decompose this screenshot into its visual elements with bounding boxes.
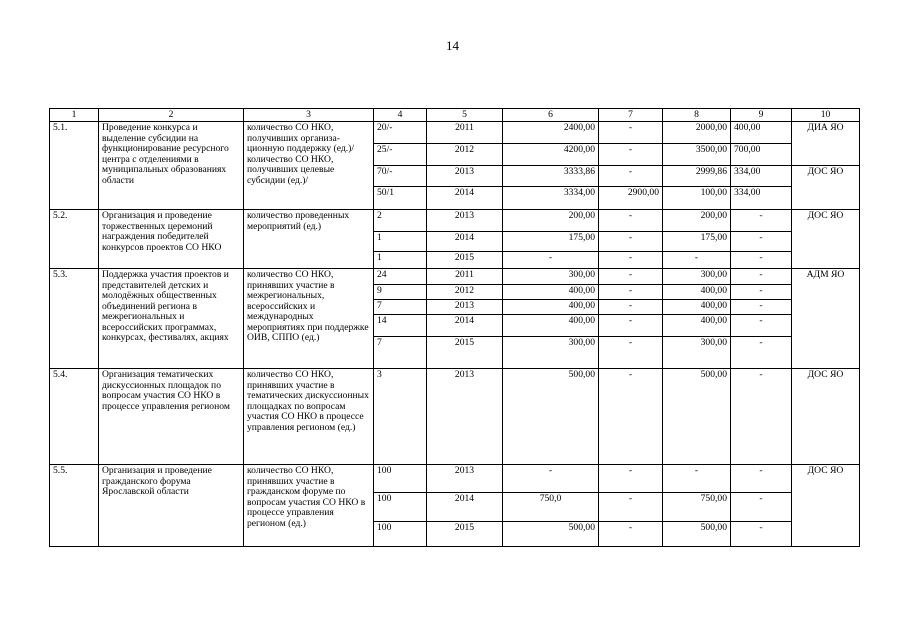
qty-cell: 100 [374,465,427,493]
year-cell: 2013 [427,465,503,493]
item-number: 5.2. [50,210,99,269]
other-cell: - [731,465,792,493]
item-indicator: количество СО НКО, получивших организа-ционную поддержку (ед.)/ количество СО НКО, получивших целевые субсидии (ед.)/ [244,122,374,210]
table-row [50,269,860,285]
table-row [50,465,860,493]
regional-cell: 175,00 [663,232,731,252]
other-cell: - [731,369,792,465]
fed-cell: - [599,369,663,465]
fed-cell: - [599,144,663,166]
fed-cell: - [599,300,663,315]
header-cell: 3 [244,109,374,122]
total-cell: - [503,252,599,269]
total-cell: 3334,00 [503,187,599,210]
total-cell: 175,00 [503,232,599,252]
table-row [50,369,860,465]
other-cell: 334,00 [731,187,792,210]
fed-cell: - [599,315,663,337]
qty-cell: 20/- [374,122,427,144]
total-cell: 400,00 [503,315,599,337]
qty-cell: 70/- [374,166,427,187]
item-name: Организация и проведение гражданского форума Ярославской области [99,465,244,547]
qty-cell: 50/1 [374,187,427,210]
qty-cell: 25/- [374,144,427,166]
year-cell: 2012 [427,144,503,166]
year-cell: 2013 [427,300,503,315]
qty-cell: 100 [374,493,427,522]
other-cell: - [731,269,792,285]
qty-cell: 1 [374,232,427,252]
item-number: 5.3. [50,269,99,369]
other-cell: - [731,210,792,232]
fed-cell: - [599,269,663,285]
qty-cell: 7 [374,300,427,315]
item-indicator: количество СО НКО, принявших участие в межрегиональных, всероссийских и международных мероприятиях при поддержке ОИВ, СППО (ед.) [244,269,374,369]
other-cell: - [731,522,792,547]
fed-cell: - [599,522,663,547]
qty-cell: 7 [374,337,427,369]
other-cell: - [731,285,792,300]
total-cell: 400,00 [503,285,599,300]
year-cell: 2011 [427,122,503,144]
other-cell: - [731,300,792,315]
regional-cell: 500,00 [663,369,731,465]
item-number: 5.4. [50,369,99,465]
item-number: 5.1. [50,122,99,210]
total-cell: 300,00 [503,337,599,369]
program-activities-table [49,108,860,547]
page-number: 14 [446,38,459,53]
item-name: Поддержка участия проектов и представителей детских и молодёжных общественных объединений региона в межрегиональных и всероссийских программах, конкурсах, фестивалях, акциях [99,269,244,369]
fed-cell: - [599,122,663,144]
executor-cell: ДИА ЯО [792,122,860,166]
total-cell: 500,00 [503,522,599,547]
other-cell: - [731,252,792,269]
item-number: 5.5. [50,465,99,547]
regional-cell: 500,00 [663,522,731,547]
total-cell: 3333,86 [503,166,599,187]
year-cell: 2015 [427,252,503,269]
total-cell: 2400,00 [503,122,599,144]
item-name: Проведение конкурса и выделение субсидии на функционирование ресурсного центра с отделениями в муниципальных образованиях области [99,122,244,210]
total-cell: 400,00 [503,300,599,315]
header-cell: 4 [374,109,427,122]
item-indicator: количество СО НКО, принявших участие в гражданском форуме по вопросам участия СО НКО в процессе управления регионом (ед.) [244,465,374,547]
regional-cell: 100,00 [663,187,731,210]
fed-cell: - [599,166,663,187]
fed-cell: 2900,00 [599,187,663,210]
year-cell: 2015 [427,337,503,369]
qty-cell: 2 [374,210,427,232]
table-row [50,122,860,144]
executor-cell: АДМ ЯО [792,269,860,369]
total-cell: 750,0 [503,493,599,522]
table-row [50,210,860,232]
other-cell: 334,00 [731,166,792,187]
qty-cell: 9 [374,285,427,300]
regional-cell: 400,00 [663,285,731,300]
item-indicator: количество проведенных мероприятий (ед.) [244,210,374,269]
other-cell: 700,00 [731,144,792,166]
executor-cell: ДОС ЯО [792,166,860,210]
header-row [50,109,860,122]
fed-cell: - [599,337,663,369]
year-cell: 2012 [427,285,503,300]
fed-cell: - [599,210,663,232]
qty-cell: 100 [374,522,427,547]
year-cell: 2013 [427,166,503,187]
other-cell: - [731,493,792,522]
qty-cell: 24 [374,269,427,285]
header-cell: 8 [663,109,731,122]
regional-cell: 2999,86 [663,166,731,187]
other-cell: - [731,315,792,337]
fed-cell: - [599,252,663,269]
year-cell: 2015 [427,522,503,547]
header-cell: 1 [50,109,99,122]
regional-cell: - [663,252,731,269]
executor-cell: ДОС ЯО [792,465,860,547]
header-cell: 7 [599,109,663,122]
regional-cell: 300,00 [663,269,731,285]
qty-cell: 14 [374,315,427,337]
other-cell: - [731,337,792,369]
regional-cell: 200,00 [663,210,731,232]
year-cell: 2014 [427,232,503,252]
executor-cell: ДОС ЯО [792,210,860,269]
header-cell: 5 [427,109,503,122]
regional-cell: 300,00 [663,337,731,369]
regional-cell: 3500,00 [663,144,731,166]
fed-cell: - [599,232,663,252]
qty-cell: 3 [374,369,427,465]
header-cell: 9 [731,109,792,122]
year-cell: 2011 [427,269,503,285]
header-cell: 10 [792,109,860,122]
total-cell: - [503,465,599,493]
total-cell: 200,00 [503,210,599,232]
regional-cell: - [663,465,731,493]
regional-cell: 750,00 [663,493,731,522]
regional-cell: 400,00 [663,300,731,315]
total-cell: 300,00 [503,269,599,285]
total-cell: 4200,00 [503,144,599,166]
executor-cell: ДОС ЯО [792,369,860,465]
fed-cell: - [599,465,663,493]
fed-cell: - [599,285,663,300]
other-cell: - [731,232,792,252]
year-cell: 2014 [427,315,503,337]
regional-cell: 400,00 [663,315,731,337]
header-cell: 6 [503,109,599,122]
other-cell: 400,00 [731,122,792,144]
year-cell: 2013 [427,210,503,232]
total-cell: 500,00 [503,369,599,465]
item-name: Организация и проведение торжественных церемоний награждения победителей конкурсов проектов СО НКО [99,210,244,269]
year-cell: 2013 [427,369,503,465]
item-indicator: количество СО НКО, принявших участие в тематических дискуссионных площадках по вопросам участия СО НКО в процессе управления регионом (ед.) [244,369,374,465]
year-cell: 2014 [427,493,503,522]
regional-cell: 2000,00 [663,122,731,144]
qty-cell: 1 [374,252,427,269]
fed-cell: - [599,493,663,522]
item-name: Организация тематических дискуссионных площадок по вопросам участия СО НКО в процессе управления регионом [99,369,244,465]
header-cell: 2 [99,109,244,122]
year-cell: 2014 [427,187,503,210]
